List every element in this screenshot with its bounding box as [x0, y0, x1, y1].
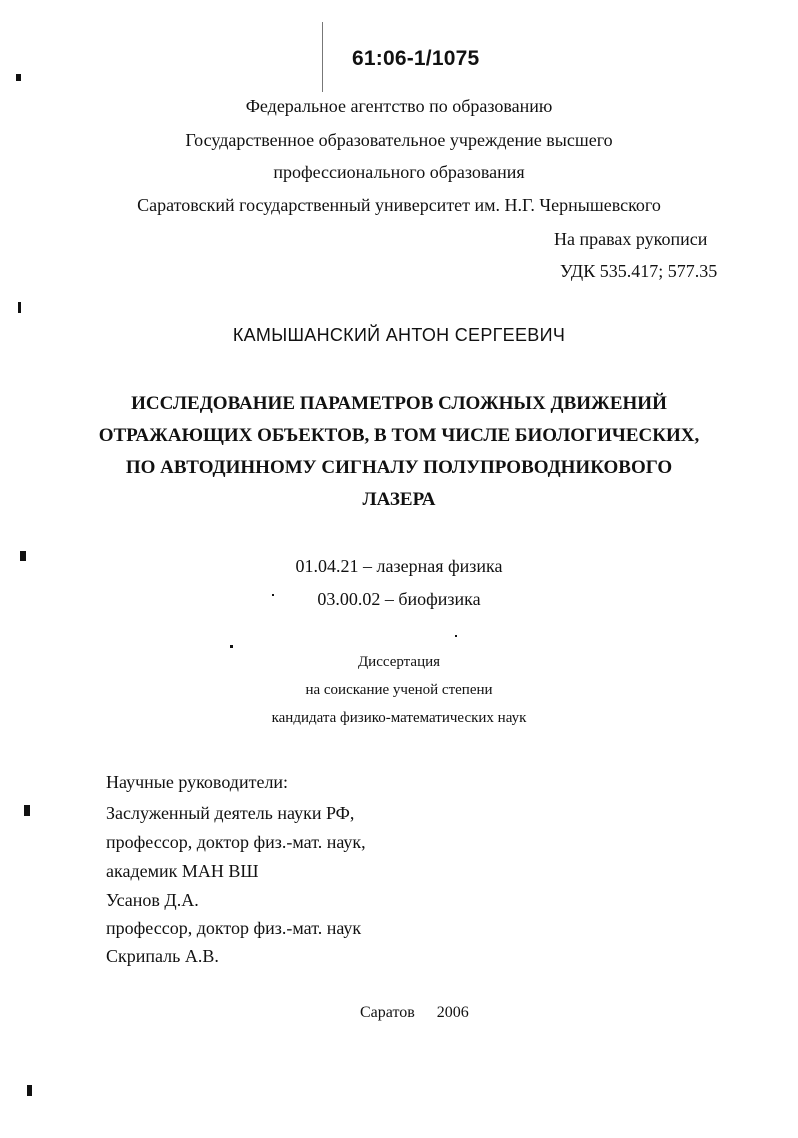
- supervisor-line-6: Скрипаль А.В.: [106, 946, 219, 966]
- author-name: КАМЫШАНСКИЙ АНТОН СЕРГЕЕВИЧ: [232, 325, 566, 345]
- scan-speck-1: [230, 645, 233, 648]
- institution-line-professional: профессионального образования: [273, 162, 525, 182]
- scan-mark-2: [18, 302, 21, 313]
- archive-divider-line: [322, 22, 323, 92]
- udc-code: УДК 535.417; 577.35: [560, 261, 718, 281]
- title-line-1: ИССЛЕДОВАНИЕ ПАРАМЕТРОВ СЛОЖНЫХ ДВИЖЕНИЙ: [131, 393, 667, 414]
- dissertation-field-line: кандидата физико-математических наук: [271, 710, 527, 726]
- title-line-3: ПО АВТОДИННОМУ СИГНАЛУ ПОЛУПРОВОДНИКОВОГО: [125, 457, 673, 478]
- supervisor-line-3: академик МАН ВШ: [106, 861, 259, 881]
- dissertation-label: Диссертация: [357, 654, 441, 670]
- archive-code: 61:06-1/1075: [352, 47, 480, 70]
- footer-place-date: [360, 1004, 491, 1022]
- institution-line-university: Саратовский государственный университет им. Н.Г. Чернышевского: [137, 195, 661, 215]
- supervisor-line-4: Усанов Д.А.: [106, 890, 199, 910]
- scan-mark-3: [20, 551, 26, 561]
- dissertation-degree-line: на соискание ученой степени: [305, 682, 493, 698]
- footer-city: Саратов: [360, 1004, 415, 1021]
- supervisor-line-2: профессор, доктор физ.-мат. наук,: [106, 832, 366, 852]
- specialty-biophysics: 03.00.02 – биофизика: [317, 589, 481, 609]
- title-line-2: ОТРАЖАЮЩИХ ОБЪЕКТОВ, В ТОМ ЧИСЛЕ БИОЛОГИЧЕСКИХ,: [98, 425, 700, 446]
- specialty-laser-physics: 01.04.21 – лазерная физика: [295, 556, 503, 576]
- manuscript-rights-note: На правах рукописи: [554, 229, 708, 249]
- scan-mark-5: [27, 1085, 32, 1096]
- institution-line-state-school: Государственное образовательное учреждение высшего: [185, 130, 613, 150]
- scan-mark-1: [16, 74, 21, 81]
- scan-speck-2: [455, 635, 457, 637]
- scan-mark-4: [24, 805, 30, 816]
- title-line-4: ЛАЗЕРА: [362, 489, 436, 510]
- supervisor-line-5: профессор, доктор физ.-мат. наук: [106, 918, 362, 938]
- footer-year: 2006: [436, 1004, 469, 1021]
- institution-line-agency: Федеральное агентство по образованию: [245, 96, 553, 116]
- supervisors-heading: Научные руководители:: [106, 772, 289, 792]
- scan-speck-3: [272, 594, 274, 596]
- supervisor-line-1: Заслуженный деятель науки РФ,: [106, 803, 355, 823]
